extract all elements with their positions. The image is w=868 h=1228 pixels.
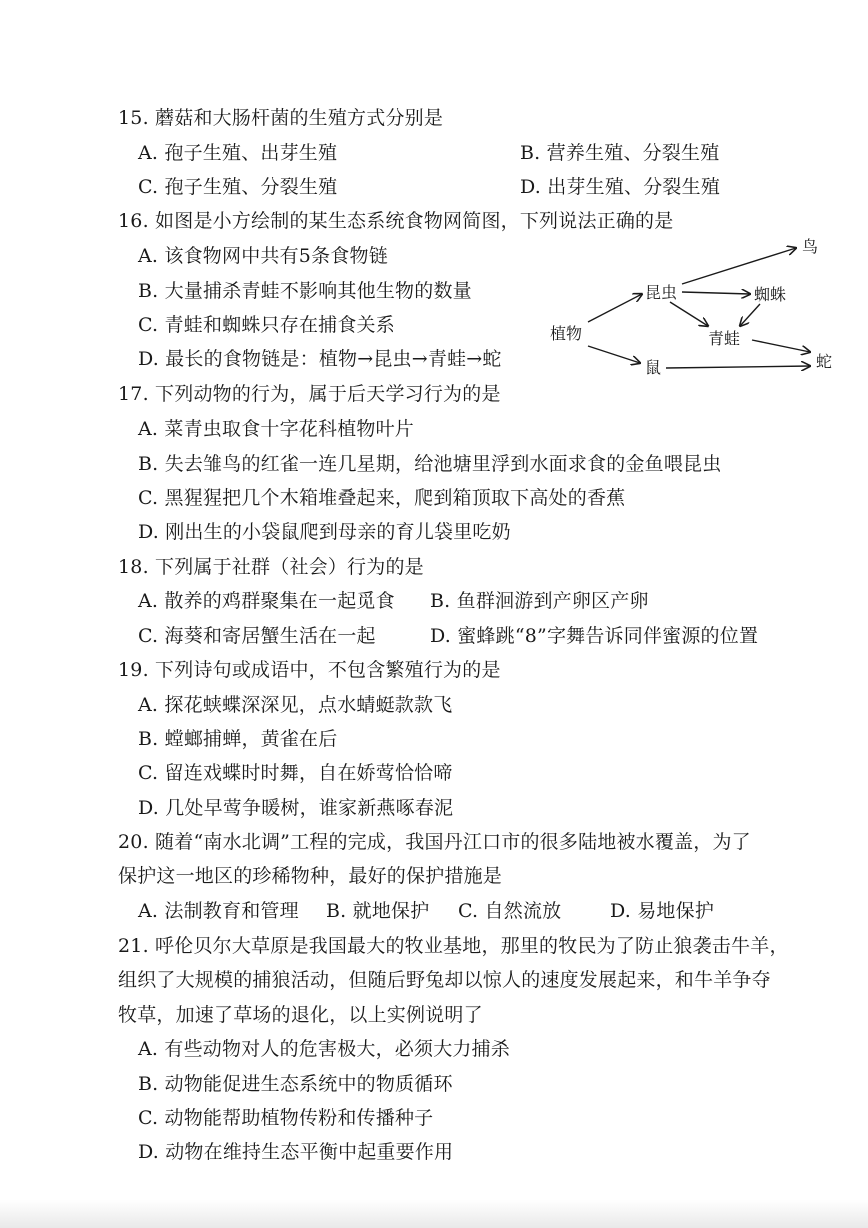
question-18-stem: 18. 下列属于社群（社会）行为的是 xyxy=(118,556,424,578)
food-web-diagram xyxy=(540,228,850,388)
question-18-option-d: D. 蜜蜂跳“8”字舞告诉同伴蜜源的位置 xyxy=(430,625,759,647)
question-19-option-b: B. 螳螂捕蝉，黄雀在后 xyxy=(138,728,338,750)
node-frog: 青蛙 xyxy=(708,329,741,348)
question-19-option-d: D. 几处早莺争暖树，谁家新燕啄春泥 xyxy=(138,797,454,819)
node-mouse: 鼠 xyxy=(645,358,662,377)
question-17-option-a: A. 菜青虫取食十字花科植物叶片 xyxy=(138,418,415,440)
question-17-option-c: C. 黑猩猩把几个木箱堆叠起来，爬到箱顶取下高处的香蕉 xyxy=(138,487,626,509)
arrow-insect-spider xyxy=(682,292,750,294)
question-18-option-b: B. 鱼群洄游到产卵区产卵 xyxy=(430,590,649,612)
question-20-option-c: C. 自然流放 xyxy=(458,900,562,922)
question-20-option-d: D. 易地保护 xyxy=(610,900,715,922)
question-15-option-a: A. 孢子生殖、出芽生殖 xyxy=(138,142,338,164)
question-21-option-a: A. 有些动物对人的危害极大，必须大力捕杀 xyxy=(138,1038,511,1060)
question-15-option-c: C. 孢子生殖、分裂生殖 xyxy=(138,176,338,198)
arrow-plant-mouse xyxy=(588,346,640,363)
question-20-option-b: B. 就地保护 xyxy=(326,900,430,922)
question-16-stem: 16. 如图是小方绘制的某生态系统食物网简图，下列说法正确的是 xyxy=(118,210,674,232)
scan-bottom-edge xyxy=(0,1200,868,1228)
arrow-insect-bird xyxy=(682,248,796,284)
arrow-mouse-snake xyxy=(666,366,810,368)
question-21-stem-line-2: 组织了大规模的捕狼活动，但随后野兔却以惊人的速度发展起来，和牛羊争夺 xyxy=(118,969,771,991)
question-16-option-d: D. 最长的食物链是：植物→昆虫→青蛙→蛇 xyxy=(138,348,502,370)
question-20-option-a: A. 法制教育和管理 xyxy=(138,900,299,922)
question-18-option-c: C. 海葵和寄居蟹生活在一起 xyxy=(138,625,376,647)
question-20-stem-line-1: 20. 随着“南水北调”工程的完成，我国丹江口市的很多陆地被水覆盖，为了 xyxy=(118,831,751,853)
node-spider: 蜘蛛 xyxy=(754,285,787,304)
question-21-option-b: B. 动物能促进生态系统中的物质循环 xyxy=(138,1073,453,1095)
question-15-option-b: B. 营养生殖、分裂生殖 xyxy=(520,142,720,164)
arrow-plant-insect xyxy=(588,294,642,322)
question-21-option-c: C. 动物能帮助植物传粉和传播种子 xyxy=(138,1107,434,1129)
question-17-stem: 17. 下列动物的行为，属于后天学习行为的是 xyxy=(118,383,501,405)
question-15-stem: 15. 蘑菇和大肠杆菌的生殖方式分别是 xyxy=(118,107,444,129)
arrow-frog-snake xyxy=(752,340,810,352)
node-plant: 植物 xyxy=(550,324,583,343)
node-snake: 蛇 xyxy=(816,352,833,371)
arrow-spider-frog xyxy=(740,304,760,326)
node-insect: 昆虫 xyxy=(645,283,678,302)
node-bird: 鸟 xyxy=(802,237,819,256)
question-16-option-a: A. 该食物网中共有5条食物链 xyxy=(138,245,388,267)
question-20-stem-line-2: 保护这一地区的珍稀物种，最好的保护措施是 xyxy=(118,865,503,887)
question-17-option-d: D. 刚出生的小袋鼠爬到母亲的育儿袋里吃奶 xyxy=(138,521,511,543)
question-17-option-b: B. 失去雏鸟的红雀一连几星期，给池塘里浮到水面求食的金鱼喂昆虫 xyxy=(138,453,722,475)
question-15-option-d: D. 出芽生殖、分裂生殖 xyxy=(520,176,721,198)
question-19-stem: 19. 下列诗句或成语中，不包含繁殖行为的是 xyxy=(118,659,501,681)
question-21-option-d: D. 动物在维持生态平衡中起重要作用 xyxy=(138,1141,454,1163)
question-19-option-c: C. 留连戏蝶时时舞，自在娇莺恰恰啼 xyxy=(138,762,453,784)
question-16-option-c: C. 青蛙和蜘蛛只存在捕食关系 xyxy=(138,314,395,336)
question-21-stem-line-3: 牧草，加速了草场的退化，以上实例说明了 xyxy=(118,1004,483,1026)
question-19-option-a: A. 探花蛱蝶深深见，点水蜻蜓款款飞 xyxy=(138,694,453,716)
question-21-stem-line-1: 21. 呼伦贝尔大草原是我国最大的牧业基地，那里的牧民为了防止狼袭击牛羊， xyxy=(118,935,789,957)
arrow-insect-frog xyxy=(670,302,708,326)
question-16-option-b: B. 大量捕杀青蛙不影响其他生物的数量 xyxy=(138,280,472,302)
question-18-option-a: A. 散养的鸡群聚集在一起觅食 xyxy=(138,590,395,612)
